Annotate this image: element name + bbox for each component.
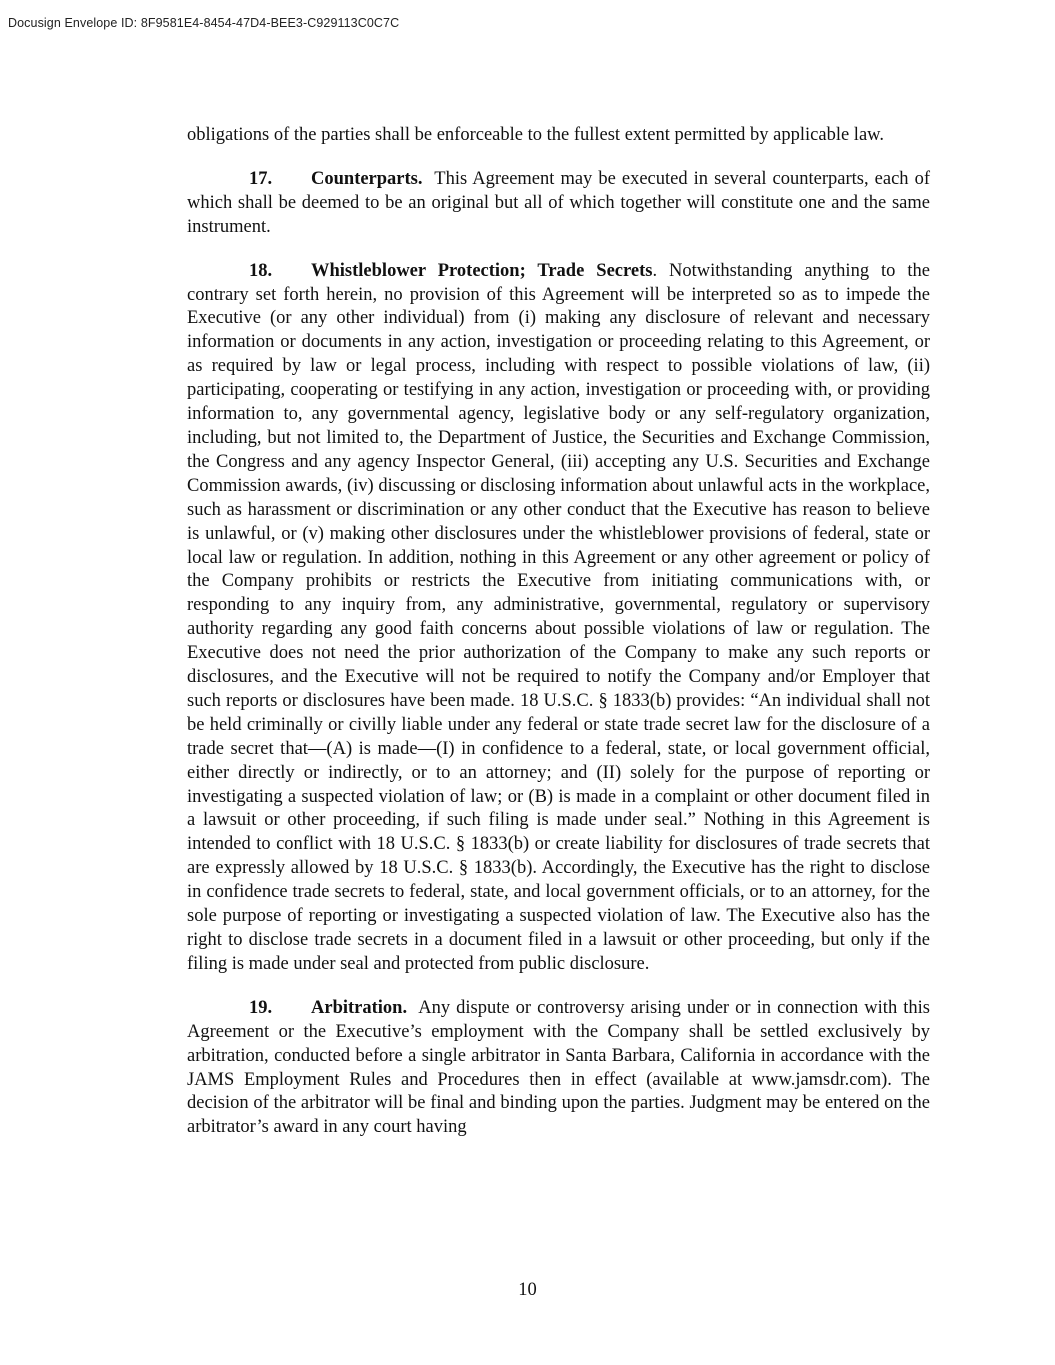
section-18-whistleblower <box>187 260 930 977</box>
section-19-arbitration <box>187 997 930 1140</box>
section-body: This Agreement may be executed in several counterparts, each of which shall be deemed to be an original but all of which together will constitute one and the same instrument. <box>187 168 930 237</box>
envelope-id: Docusign Envelope ID: 8F9581E4-8454-47D4-BEE3-C929113C0C7C <box>8 16 400 30</box>
section-number: 18. <box>249 260 273 281</box>
section-heading: Arbitration. <box>311 997 408 1018</box>
page-number: 10 <box>518 1280 537 1300</box>
section-number: 17. <box>249 168 273 189</box>
section-heading: Whistleblower Protection; Trade Secrets <box>311 260 653 281</box>
document-body <box>187 124 930 1140</box>
section-number: 19. <box>249 997 273 1018</box>
paragraph-16-continuation: obligations of the parties shall be enforceable to the fullest extent permitted by applicable law. <box>187 125 884 145</box>
section-heading: Counterparts. <box>311 168 423 189</box>
section-body: Any dispute or controversy arising under or in connection with this Agreement or the Executive’s employment with the Company shall be settled exclusively by arbitration, conducted before a single arbitrator in Santa Barbara, California in accordance with the JAMS Employment Rules and Procedures then in effect (available at www.jamsdr.com). The decision of the arbitrator will be final and binding upon the parties. Judgment may be entered on the arbitrator’s award in any court having <box>187 997 930 1138</box>
section-body: . Notwithstanding anything to the contrary set forth herein, no provision of this Agreement will be interpreted so as to impede the Executive (or any other individual) from (i) making any disclosure of relevant and necessary information or documents in any action, investigation or proceeding relating to this Agreement, or as required by law or legal process, including with respect to possible violations of law, (ii) participating, cooperating or testifying in any action, investigation or proceeding with, or providing information to, any governmental agency, legislative body or any self-regulatory organization, including, but not limited to, the Department of Justice, the Securities and Exchange Commission, the Congress and any agency Inspector General, (iii) accepting any U.S. Securities and Exchange Commission awards, (iv) discussing or disclosing information about unlawful acts in the workplace, such as harassment or discrimination or any other conduct that the Executive has reason to believe is unlawful, or (v) making other disclosures under the whistleblower provisions of federal, state or local law or regulation. In addition, nothing in this Agreement or any other agreement or policy of the Company prohibits or restricts the Executive from initiating communications with, or responding to any inquiry from, any administrative, governmental, regulatory or supervisory authority regarding any good faith concerns about possible violations of law or regulation. The Executive does not need the prior authorization of the Company to make any such reports or disclosures, and the Executive will not be required to notify the Company and/or Employer that such reports or disclosures have been made. 18 U.S.C. § 1833(b) provides: “An individual shall not be held criminally or civilly liable under any federal or state trade secret law for the disclosure of a trade secret that—(A) is made—(I) in confidence to a federal, state, or local government official, either directly or indirectly, or to an attorney; and (II) solely for the purpose of reporting or investigating a suspected violation of law; or (B) is made in a complaint or other document filed in a lawsuit or other proceeding, if such filing is made under seal.” Nothing in this Agreement is intended to conflict with 18 U.S.C. § 1833(b) or create liability for disclosures of trade secrets that are expressly allowed by 18 U.S.C. § 1833(b). Accordingly, the Executive has the right to disclose in confidence trade secrets to federal, state, and local government officials, or to an attorney, for the sole purpose of reporting or investigating a suspected violation of law. The Executive also has the right to disclose trade secrets in a document filed in a lawsuit or other proceeding, but only if the filing is made under seal and protected from public disclosure. <box>187 260 930 974</box>
section-17-counterparts <box>187 168 930 240</box>
